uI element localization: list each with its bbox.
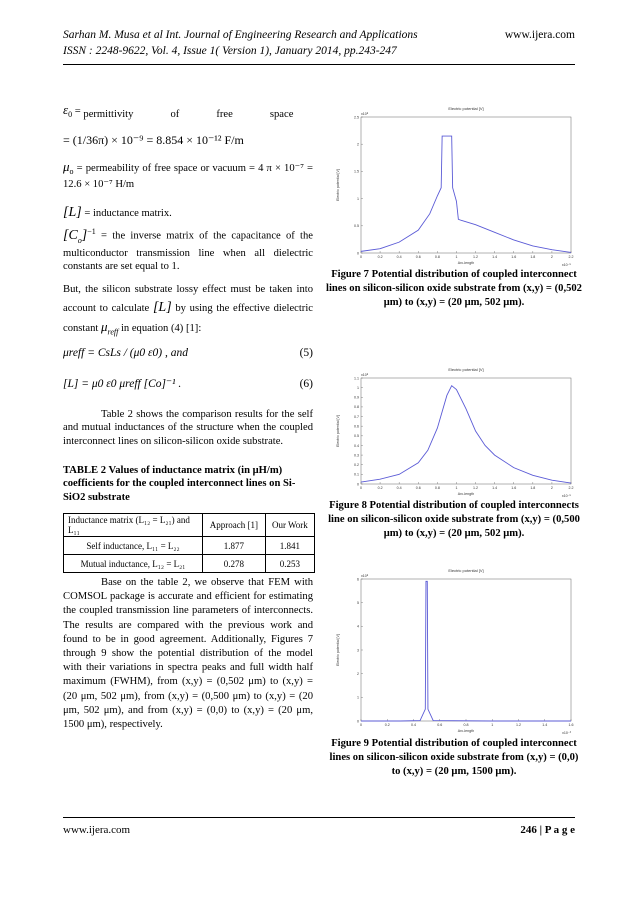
- x-tick-label: 2.2: [568, 255, 574, 259]
- y-tick-label: 0: [357, 719, 359, 724]
- y-multiplier: x10⁸: [361, 574, 369, 578]
- y-tick-label: 1: [357, 385, 359, 390]
- x-axis-label: Arc-length: [457, 261, 475, 265]
- header-rule: [63, 64, 575, 65]
- table-row: [64, 537, 315, 555]
- y-tick-label: 0.7: [354, 414, 359, 419]
- x-multiplier: x10⁻³: [562, 731, 571, 735]
- plot-frame: [361, 378, 571, 484]
- lossy-text-a: But, the silicon substrate lossy effect must be taken into account to calculate: [63, 284, 313, 314]
- inductance-table: [63, 513, 315, 573]
- equation-5: [63, 347, 313, 360]
- y-tick-label: 0.8: [354, 405, 359, 410]
- x-tick-label: 1.6: [511, 255, 517, 259]
- mu0-definition: $\mu_o$ = permeability of free space or vacuum = 4 π × 10⁻⁷ = 12.6 × 10⁻⁷ H/m: [63, 159, 313, 191]
- y-tick-label: 4: [357, 624, 359, 629]
- x-tick-label: 0: [360, 486, 362, 490]
- x-tick-label: 0.8: [434, 255, 440, 259]
- y-tick-label: 1: [357, 196, 359, 201]
- page-number: 246 | P a g e: [520, 824, 575, 836]
- eq5-number: (5): [299, 347, 313, 359]
- table-cell: Self inductance, L₁₁ = L₂₂: [64, 537, 203, 555]
- table-cell: Mutual inductance, L₁₂ = L₂₁: [64, 555, 203, 573]
- based-paragraph: Base on the table 2, we observe that FEM with COMSOL package is accurate and efficient for estimating the coupled transmission line parameters of interconnects. The results are compared with the previous work and found to be in good agreement. Additionally, Figures 7 through 9 show the potential distribution of the model with their variations in spectra peaks and full width half maximum (FWHM), from (x,y) = (0,502 μm) to (x,y) = (20 μm, 502 μm), from (x,y) = (0,500 μm) to (x,y) = (20 μm, 502 μm), and from (x,y) = (0,0) to (x,y) = (20 μm, 1500 μm), respectively.: [63, 577, 313, 731]
- x-tick-label: 1.6: [511, 486, 517, 490]
- y-multiplier: x10⁸: [361, 112, 369, 116]
- x-tick-label: 0.2: [377, 255, 383, 259]
- chart-title: Electric potential [V]: [448, 367, 484, 372]
- L-def-text: = inductance matrix.: [84, 208, 172, 219]
- series-line: [361, 386, 571, 483]
- table2-title: TABLE 2 Values of inductance matrix (in μH/m) coefficients for the coupled interconnect lines on Si-SiO2 substrate: [63, 465, 296, 503]
- x-tick-label: 1: [455, 486, 458, 490]
- table2-paragraph: Table 2 shows the comparison results for the self and mutual inductances of the structure when the coupled interconnect lines on silicon-silicon oxide substrate.: [63, 409, 313, 447]
- x-tick-label: 1: [455, 255, 458, 259]
- y-tick-label: 5: [357, 600, 359, 605]
- y-axis-label: Electric potential [V]: [336, 634, 340, 666]
- x-tick-label: 0.4: [411, 723, 416, 727]
- y-tick-label: 0.2: [354, 463, 359, 468]
- x-tick-label: 1.2: [516, 723, 521, 727]
- journal-url[interactable]: www.ijera.com: [504, 29, 575, 41]
- x-tick-label: 0.6: [437, 723, 443, 727]
- x-tick-label: 0.2: [384, 723, 390, 727]
- chart-title: Electric potential [V]: [448, 106, 484, 111]
- mu0-def-text: = permeability of free space or vacuum = 4 π × 10⁻⁷ = 12.6 × 10⁻⁷ H/m: [63, 163, 313, 191]
- y-tick-label: 0.1: [354, 472, 359, 477]
- x-tick-label: 0.8: [434, 486, 440, 490]
- y-tick-label: 2: [357, 671, 359, 676]
- x-tick-label: 0.6: [415, 486, 421, 490]
- x-multiplier: x10⁻⁵: [561, 494, 571, 498]
- figure-8-chart: [333, 364, 581, 498]
- footer-rule: [63, 817, 575, 818]
- x-tick-label: 0.8: [463, 723, 469, 727]
- L-definition: [L] = inductance matrix.: [63, 205, 172, 220]
- figure-7-chart: [333, 103, 581, 267]
- table-cell: 1.877: [203, 537, 266, 555]
- eq6-number: (6): [299, 378, 313, 390]
- y-tick-label: 1.1: [354, 376, 359, 381]
- x-tick-label: 0: [360, 723, 362, 727]
- table-header-cell: Inductance matrix (L₁₂ = L₂₁) and L₁₁: [64, 514, 203, 537]
- y-tick-label: 0.5: [354, 224, 359, 229]
- figure-9-caption: Figure 9 Potential distribution of coupled interconnect lines on silicon-silicon oxide substrate from (x,y) = (0,0) to (x,y) = (20 μm, 1500 μm).: [329, 738, 579, 777]
- journal-issn: ISSN : 2248-9622, Vol. 4, Issue 1( Version 1), January 2014, pp.243-247: [63, 45, 397, 57]
- y-tick-label: 0.3: [354, 453, 359, 458]
- y-tick-label: 1.5: [354, 169, 359, 174]
- x-tick-label: 2: [550, 486, 553, 490]
- x-tick-label: 0.4: [396, 255, 402, 259]
- y-tick-label: 3: [357, 648, 359, 653]
- y-axis-label: Electric potential [V]: [336, 169, 340, 201]
- eq6-formula: [L] = μ0 ε0 μreff [Co]⁻¹ .: [63, 378, 182, 390]
- series-line: [361, 581, 571, 721]
- x-axis-label: Arc-length: [457, 492, 475, 496]
- x-tick-label: 0.4: [396, 486, 402, 490]
- eq5-formula: μreff = CsLs / (μ0 ε0) , and: [63, 347, 189, 359]
- x-tick-label: 1.6: [568, 723, 574, 727]
- y-tick-label: 0.5: [354, 434, 359, 439]
- eps0-definition: $\varepsilon_0$ = permittivity of free space: [63, 102, 294, 121]
- Co-definition: $[C_o]^{-1}$ = the inverse matrix of the capacitance of the multiconductor transmission line when all dielectric constants are set equal to 1.: [63, 227, 314, 272]
- eps0-value: = (1/36π) × 10⁻⁹ = 8.854 × 10⁻¹² F/m: [63, 133, 244, 147]
- footer-url[interactable]: www.ijera.com: [63, 824, 131, 836]
- table-cell: 0.278: [203, 555, 266, 573]
- journal-header: Sarhan M. Musa et al Int. Journal of Engineering Research and Applications: [63, 29, 418, 41]
- plot-frame: [361, 117, 571, 253]
- x-tick-label: 1.2: [473, 486, 479, 490]
- x-tick-label: 1.4: [492, 255, 498, 259]
- lossy-text-c: in equation (4) [1]:: [120, 323, 202, 334]
- x-tick-label: 1.8: [530, 255, 536, 259]
- figure-8-caption: Figure 8 Potential distribution of coupled interconnects line on silicon-silicon oxide substrate from (x,y) = (0,500 μm) to (x,y) = (20 μm, 502 μm).: [328, 500, 580, 539]
- x-axis-label: Arc-length: [457, 729, 475, 733]
- equation-6: [63, 378, 313, 391]
- series-line: [361, 136, 571, 252]
- x-tick-label: 2: [550, 255, 553, 259]
- y-tick-label: 0.4: [354, 443, 359, 448]
- Co-def-text: = the inverse matrix of the capacitance of the multiconductor transmission line when all dielectric constants are set equal to 1.: [63, 230, 314, 272]
- y-tick-label: 1: [357, 695, 359, 700]
- figure-7-caption: Figure 7 Potential distribution of coupled interconnect lines on silicon-silicon oxide substrate from (x,y) = (0,502 μm) to (x,y) = (20 μm, 502 μm).: [326, 269, 582, 308]
- y-tick-label: 2: [357, 142, 359, 147]
- y-tick-label: 2.5: [354, 115, 359, 120]
- table-header-cell: Our Work: [265, 514, 314, 537]
- plot-frame: [361, 579, 571, 721]
- table-row: [64, 555, 315, 573]
- table-header-row: [64, 514, 315, 537]
- y-tick-label: 0: [357, 251, 359, 256]
- x-tick-label: 0: [360, 255, 362, 259]
- x-tick-label: 1.8: [530, 486, 536, 490]
- eps0-def-text: permittivity of free space: [83, 109, 294, 121]
- x-tick-label: 0.6: [415, 255, 421, 259]
- y-tick-label: 0.6: [354, 424, 359, 429]
- lossy-paragraph: But, the silicon substrate lossy effect must be taken into account to calculate [L] by using the effective dielectric constant $\mu_{reff}$ in equation (4) [1]:: [63, 284, 313, 337]
- table-cell: 1.841: [265, 537, 314, 555]
- x-tick-label: 1.4: [492, 486, 498, 490]
- x-tick-label: 1.2: [473, 255, 479, 259]
- y-tick-label: 0: [357, 482, 359, 487]
- y-tick-label: 6: [357, 577, 359, 582]
- table-cell: 0.253: [265, 555, 314, 573]
- x-multiplier: x10⁻⁵: [561, 263, 571, 267]
- x-tick-label: 0.2: [377, 486, 383, 490]
- x-tick-label: 1: [491, 723, 494, 727]
- x-tick-label: 2.2: [568, 486, 574, 490]
- lossy-text-b: by using the effective dielectric constant: [63, 303, 313, 334]
- x-tick-label: 1.4: [542, 723, 548, 727]
- y-multiplier: x10⁸: [361, 373, 369, 377]
- chart-title: Electric potential [V]: [448, 568, 484, 573]
- table-header-cell: Approach [1]: [203, 514, 266, 537]
- y-tick-label: 0.9: [354, 395, 359, 400]
- y-axis-label: Electric potential [V]: [336, 415, 340, 447]
- figure-9-chart: [333, 565, 581, 735]
